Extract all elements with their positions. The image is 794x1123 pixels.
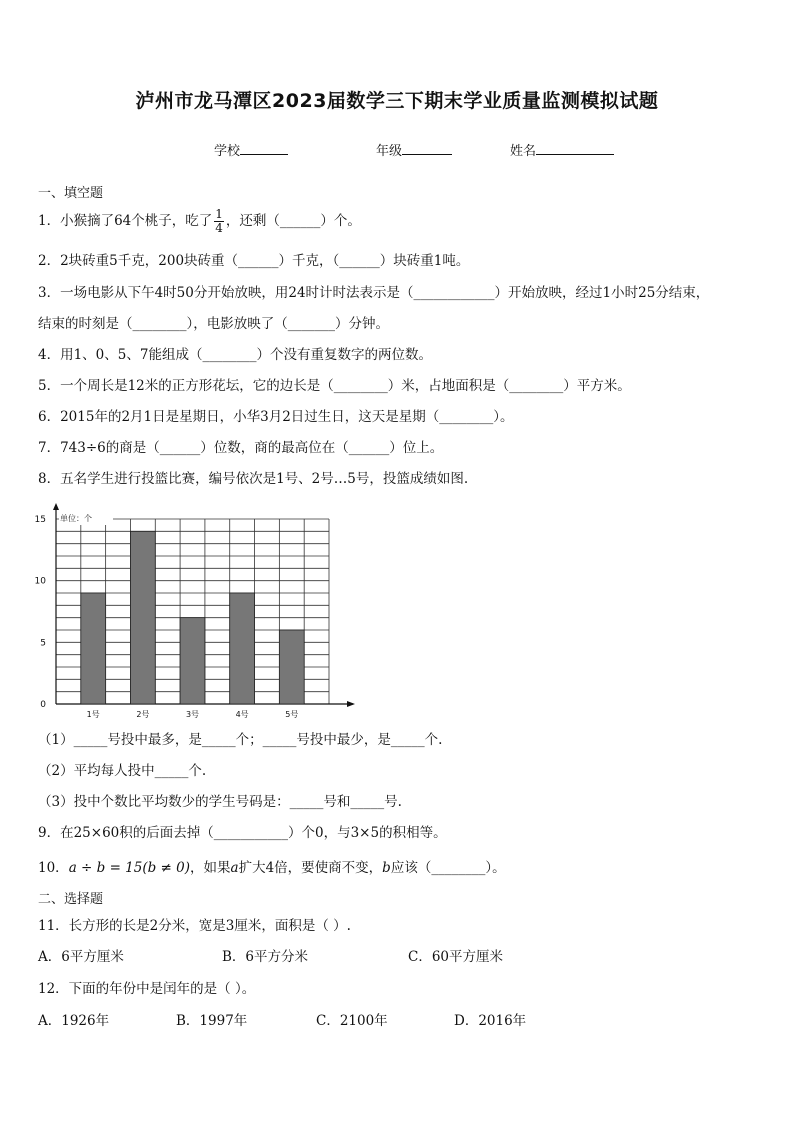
question-8-part-1: （1）_____号投中最多，是_____个；_____号投中最少，是_____个. [38,732,443,748]
grade-blank[interactable] [402,140,452,155]
grade-label: 年级 [376,144,403,159]
question-3-line-2: 结束的时刻是（________），电影放映了（_______）分钟。 [38,316,389,332]
unit-label: 单位：个 [60,514,92,523]
q10-formula: a ÷ b = 15(b ≠ 0) [68,860,191,876]
bar-4 [230,593,255,704]
question-6: 6．2015年的2月1日是星期日，小华3月2日过生日，这天是星期（________）。 [38,409,514,425]
name-blank[interactable] [536,140,614,155]
x-tick-label: 3号 [185,710,200,719]
school-field[interactable] [214,140,288,159]
q12-option-d[interactable]: D．2016年 [454,1013,527,1029]
q11-option-c[interactable]: C．60平方厘米 [408,949,504,965]
bar-chart [34,502,364,724]
section-multiple-choice: 二、选择题 [38,892,104,907]
x-tick-label: 5号 [285,710,299,719]
question-2: 2．2块砖重5千克，200块砖重（______）千克，（______）块砖重1吨。 [38,253,470,269]
y-axis-arrow [53,503,59,510]
q1-pre: 1．小猴摘了64个桃子，吃了 [38,213,213,229]
bar-5 [279,630,304,704]
question-10: 10．a ÷ b = 15(b ≠ 0)，如果a扩大4倍，要使商不变，b应该（________）。 [38,860,506,876]
question-4: 4．用1、0、5、7能组成（________）个没有重复数字的两位数。 [38,347,432,363]
question-7: 7．743÷6的商是（______）位数，商的最高位在（______）位上。 [38,440,444,456]
grade-field[interactable] [376,140,452,159]
school-label: 学校 [214,144,241,159]
y-tick-label: 5 [40,638,46,649]
name-label: 姓名 [510,144,537,159]
x-tick-label: 4号 [235,710,249,719]
y-tick-label: 0 [40,700,46,710]
q12-option-c[interactable]: C．2100年 [316,1013,388,1029]
question-11: 11．长方形的长是2分米，宽是3厘米，面积是（ ）. [38,918,351,934]
bar-3 [180,618,205,704]
fraction-one-quarter: $\frac{1}{4}$ [215,207,223,235]
question-8: 8．五名学生进行投篮比赛，编号依次是1号、2号…5号，投篮成绩如图. [38,471,469,487]
y-tick-label: 15 [34,515,46,525]
question-8-part-2: （2）平均每人投中_____个. [38,763,207,779]
question-8-part-3: （3）投中个数比平均数少的学生号码是：_____号和_____号. [38,794,402,810]
q11-option-b[interactable]: B．6平方分米 [222,949,309,965]
question-3-line-1: 3．一场电影从下午4时50分开始放映，用24时计时法表示是（____________）开始放映，经过1小时25分结束， [38,285,710,301]
question-1 [38,208,361,235]
q11-option-a[interactable]: A．6平方厘米 [38,949,124,965]
q1-post: ，还剩（______）个。 [225,213,361,229]
school-blank[interactable] [240,140,288,155]
bar-1 [81,593,106,704]
x-tick-label: 1号 [86,710,100,719]
page-title: 泸州市龙马潭区2023届数学三下期末学业质量监测模拟试题 [135,90,659,112]
name-field[interactable] [510,140,614,159]
bar-2 [130,531,155,704]
section-fill-blank: 一、填空题 [38,186,104,201]
x-axis-arrow [347,701,355,707]
q12-option-b[interactable]: B．1997年 [176,1013,248,1029]
q12-option-a[interactable]: A．1926年 [38,1013,110,1029]
question-9: 9．在25×60积的后面去掉（___________）个0，与3×5的积相等。 [38,825,447,841]
x-tick-label: 2号 [136,710,150,719]
question-12: 12．下面的年份中是闰年的是（ ）。 [38,981,256,997]
y-tick-label: 10 [34,576,46,587]
question-5: 5．一个周长是12米的正方形花坛，它的边长是（________）米，占地面积是（________）平方米。 [38,378,631,394]
